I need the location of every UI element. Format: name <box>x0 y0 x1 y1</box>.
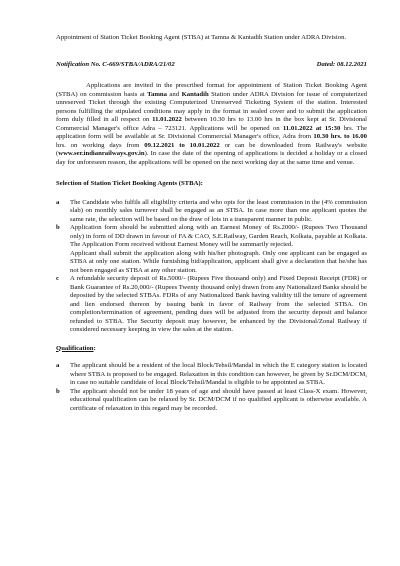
list-item-body <box>70 362 367 388</box>
station-name-tamna: Tamna <box>147 90 167 98</box>
qualification-heading <box>56 345 367 354</box>
list-item-letter: c <box>56 275 59 282</box>
intro-text: Applications are invited in the prescribed format for appointment of Station Ticket Booking Agent (STBA) on commission basis at <box>56 82 367 98</box>
intro-text: or can be downloaded from Railway's website ( <box>56 141 368 157</box>
list-item <box>56 199 367 225</box>
availability-dates: 09.12.2021 to 10.01.2022 <box>144 141 220 149</box>
document-title: Appointment of Station Ticket Booking Agent (STBA) at Tamna & Kantadih Station under ADRA Division. <box>56 34 347 41</box>
intro-paragraph <box>56 82 367 167</box>
submission-date: 11.01.2022 <box>152 116 182 123</box>
station-name-kantadih: Kantadih <box>181 90 209 98</box>
qualification-heading-colon: : <box>93 344 96 352</box>
intro-text: Station under ADRA Division for issue of computerized unreserved Ticket through the existing Computerized Unreserved Ticketing System of the station. Interested persons fulfilling the stipulated conditions may apply in the format in sealed cover and to submit the application form duly filled in all respect on <box>56 90 368 123</box>
qualification-list <box>56 362 367 413</box>
opening-date: 11.01.2022 at 15:30 <box>282 124 341 132</box>
list-item <box>56 224 367 275</box>
railway-website-link[interactable]: www.ser.indianrailways.gov.in <box>58 150 145 157</box>
intro-text: between 10.30 hrs to 13.00 hrs in the box kept at Sr. Divisional Commercial Manager's office Adra – 723121. Applications will be opened on <box>56 116 368 132</box>
list-item-letter: a <box>56 362 60 369</box>
list-item-letter: b <box>56 224 60 231</box>
qualification-heading-text: Qualification <box>56 344 94 352</box>
list-item-text: Application form should be submitted along with an Earnest Money of Rs.2000/- (Rupees Two Thousand only) in form of DD drawn in favour of FA & CAO, S.E.Railway, Garden Reach, Kolkata, payable at Kolkata. The Application Form received without Earnest Money will be summarily rejected. <box>70 224 367 248</box>
list-item <box>56 275 367 335</box>
list-item-text: A refundable security deposit of Rs.5000/- (Rupees Five thousand only) and Fixed Deposit Receipt (FDR) or Bank Guarantee of Rs.20,000/- (Rupees Twenty thousand only) drawn from any Nationalized Banks should be deposited by the selected STBAs. FDRs of any Nationalized Bank having validity till the tenure of agreement and lien endorsed thereon by issuing bank in favor of Railway from the selected STBA. On completion/termination of agreement, pending dues will be adjusted from the security deposit and balance refunded to STBA. The Security deposit may however, be enhanced by the Divisional/Zonal Railway if considered necessary keeping in view the sales at the station. <box>70 275 367 333</box>
list-item-text: Applicant shall submit the application along with his/her photograph. Only one applicant can be engaged as STBA at only one station. While furnishing bid/application, applicant shall give a declaration that he/she has not been engaged as STBA at any other station. <box>70 249 367 274</box>
list-item-letter: b <box>56 387 60 395</box>
list-item-body <box>70 199 367 225</box>
list-item-text: The applicant should not be under 18 years of age and should have passed at least Class-X exam. However, educational qualification can be relaxed by Sr. DCM/DCM if no qualified applicant is otherwise available. A certificate of relaxation in this regard may be recorded. <box>70 387 367 412</box>
notification-number: Notification No. C-669/STBA/ADRA/21/02 <box>56 60 175 68</box>
list-item <box>56 362 367 388</box>
list-item-text: The applicant should be a resident of the local Block/Tehsil/Mandal in which the E category station is located where STBA is proposed to be engaged. Relaxation in this condition can however, be given by Sr.DCM/DCM, in case no suitable candidate of local Block/Tehsil/Mandal is eligible to be appointed as STBA. <box>70 362 367 386</box>
intro-text: hrs. The application form will be available at Sr. Divisional Commercial Manager's office, Adra from <box>56 124 367 140</box>
intro-text: ). In case the date of the opening of applications is decided a holiday or a closed day for unforeseen reason, the applications will be opened on the next working day at the same time and venue. <box>56 150 367 166</box>
list-item-body <box>70 388 367 414</box>
list-item-body <box>70 224 367 275</box>
selection-heading: Selection of Station Ticket Booking Agents (STBA): <box>56 180 203 187</box>
list-item-body <box>70 275 367 335</box>
notification-header <box>56 61 367 70</box>
office-hours: 10.30 hrs. to 16.00 <box>313 133 367 140</box>
intro-text: hrs. on working days from <box>56 141 145 149</box>
list-item-letter: a <box>56 198 60 206</box>
intro-text: and <box>166 90 182 98</box>
selection-list <box>56 199 367 335</box>
notification-date: Dated: 08.12.2021 <box>316 60 367 68</box>
list-item <box>56 388 367 414</box>
list-item-text: The Candidate who fulfils all eligibility criteria and who opts for the least commission in the (4% commission slab) on monthly sales turnover shall be engaged as an STBA. In case more than one applicant quotes the same rate, the selection will be based on the draw of lots in a transparent manner in public. <box>70 198 367 223</box>
